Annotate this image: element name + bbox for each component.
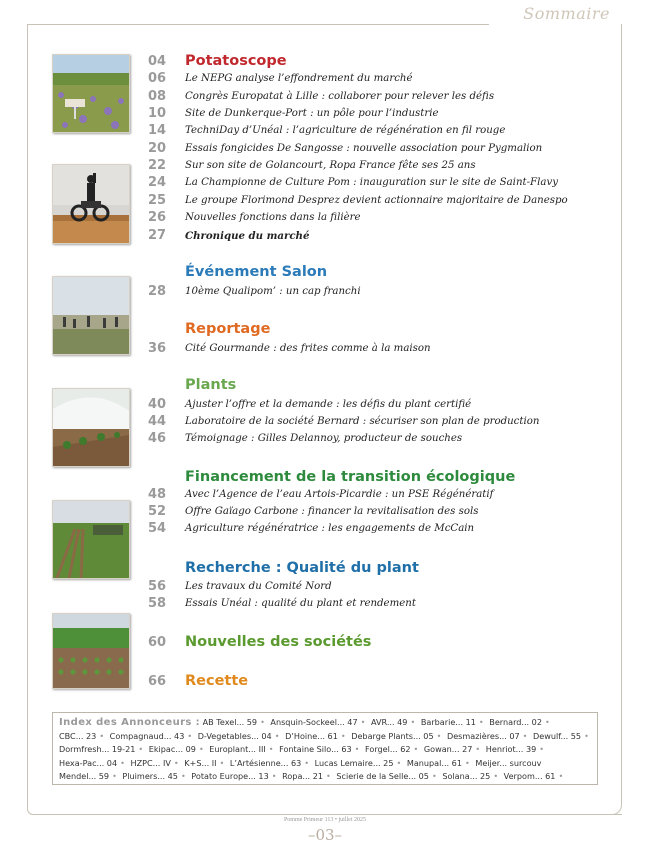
- section-title-reportage: Reportage: [185, 321, 271, 337]
- section-title-recherche: Recherche : Qualité du plant: [185, 560, 419, 576]
- toc-title: Cité Gourmande : des frites comme à la maison: [185, 343, 431, 354]
- index-item: Debarge Plants... 05: [351, 730, 434, 741]
- index-item: Potato Europe... 13: [191, 771, 269, 782]
- toc-title: Sur son site de Golancourt, Ropa France fête ses 25 ans: [185, 160, 476, 171]
- toc-entry[interactable]: [140, 504, 610, 521]
- index-line-3: Hexa-Pac... 04 • HZPC... IV • K+S... II • L’Artésienne... 63 • Lucas Lemaire... 25 • Manupal... 61 • Meijer... surcouv: [59, 757, 542, 768]
- page-number: –03–: [307, 826, 343, 844]
- section-title-nouvelles: Nouvelles des sociétés: [185, 634, 372, 650]
- index-item: Hexa-Pac... 04: [59, 757, 118, 768]
- page-title: Sommaire: [523, 4, 610, 23]
- index-line-1: CBC... 23 • Compagnaud... 43 • D-Vegetables... 04 • D’Hoine... 61 • Debarge Plants... 05 • Desmazières... 07 • Dewulf... 55 •: [59, 730, 589, 741]
- advertiser-index: [52, 712, 598, 785]
- issue-info: Pomme Primeur 113 • juillet 2025: [283, 817, 367, 823]
- toc-title: La Championne de Culture Pom : inauguration sur le site de Saint-Flavy: [185, 177, 558, 188]
- toc-entry[interactable]: [140, 175, 610, 192]
- toc-page: 25: [148, 193, 167, 208]
- section-title-financement: Financement de la transition écologique: [185, 469, 516, 485]
- index-item: Pluimers... 45: [122, 771, 178, 782]
- index-item: Ropa... 21: [282, 771, 323, 782]
- toc-entry[interactable]: [140, 431, 610, 448]
- index-title: Index des Annonceurs :: [59, 717, 201, 728]
- toc-title: Nouvelles fonctions dans la filière: [185, 212, 361, 223]
- section-title-recette: Recette: [185, 673, 249, 689]
- toc-page: 60: [148, 635, 167, 650]
- toc-title: Le groupe Florimond Desprez devient actionnaire majoritaire de Danespo: [185, 195, 568, 206]
- toc-page: 40: [148, 397, 167, 412]
- frame-corner: [601, 780, 622, 815]
- photo-potato-field: [52, 54, 130, 133]
- index-item: HZPC... IV: [130, 757, 171, 768]
- index-item: Scierie de la Selle... 05: [336, 771, 429, 782]
- toc-page: 08: [148, 89, 167, 104]
- toc-entry[interactable]: [140, 414, 610, 431]
- toc-page: 14: [148, 123, 167, 138]
- index-item: Forgel... 62: [365, 744, 411, 755]
- toc-entry[interactable]: [140, 123, 610, 140]
- index-item: Fontaine Silo... 63: [279, 744, 352, 755]
- toc-entry[interactable]: [140, 521, 610, 538]
- toc-page: 27: [148, 228, 167, 243]
- toc-entry[interactable]: [140, 193, 610, 210]
- index-item: Meijer... surcouv: [475, 757, 542, 768]
- toc-page: 66: [148, 674, 167, 689]
- section-title-plants: Plants: [185, 377, 237, 393]
- toc-title: Congrès Europatat à Lille : collaborer pour relever les défis: [185, 91, 495, 102]
- index-line-0: Index des Annonceurs : AB Texel... 59 • Ansquin-Sockeel... 47 • AVR... 49 • Barbarie... 11 • Bernard... 02 •: [59, 717, 550, 728]
- toc-title: Laboratoire de la société Bernard : sécuriser son plan de production: [185, 416, 540, 427]
- toc-page: 24: [148, 175, 167, 190]
- photo-motorbike-stunt: [52, 164, 130, 244]
- section-title-evenement: Événement Salon: [185, 264, 328, 280]
- toc-entry[interactable]: [140, 158, 610, 175]
- index-item: D-Vegetables... 04: [197, 730, 272, 741]
- index-item: Dewulf... 55: [533, 730, 582, 741]
- toc-entry[interactable]: [140, 71, 610, 88]
- toc-title: Agriculture régénératrice : les engagements de McCain: [185, 523, 475, 534]
- index-item: K+S... II: [184, 757, 217, 768]
- toc-entry[interactable]: [140, 141, 610, 158]
- index-item: Gowan... 27: [423, 744, 473, 755]
- toc-page: 54: [148, 521, 167, 536]
- index-line-4: Mendel... 59 • Pluimers... 45 • Potato Europe... 13 • Ropa... 21 • Scierie de la Selle... 05 • Solana... 25 • Verpom... 61 •: [59, 771, 564, 782]
- toc-entry[interactable]: [140, 228, 610, 245]
- toc-entry[interactable]: [140, 341, 610, 358]
- index-item: Ansquin-Sockeel... 47: [270, 717, 358, 727]
- toc-page: 58: [148, 596, 167, 611]
- toc-page: 46: [148, 431, 167, 446]
- toc-entry[interactable]: [140, 284, 610, 301]
- toc-page: 20: [148, 141, 167, 156]
- toc-entry[interactable]: [140, 106, 610, 123]
- toc-entry[interactable]: [140, 54, 610, 71]
- toc-page: 28: [148, 284, 167, 299]
- index-item: Mendel... 59: [59, 771, 110, 782]
- toc-title: TechniDay d’Unéal : l’agriculture de régénération en fil rouge: [185, 125, 506, 136]
- toc-title: Les travaux du Comité Nord: [185, 581, 332, 592]
- section-title-potatoscope: Potatoscope: [185, 53, 287, 69]
- index-item: D’Hoine... 61: [285, 730, 338, 741]
- index-item: Dormfresh... 19-21: [59, 744, 136, 755]
- toc-page: 06: [148, 71, 167, 86]
- toc-entry[interactable]: [140, 89, 610, 106]
- toc-title: Ajuster l’offre et la demande : les défis du plant certifié: [185, 399, 472, 410]
- toc-title: Essais fongicides De Sangosse : nouvelle association pour Pygmalion: [185, 143, 543, 154]
- index-item: Barbarie... 11: [420, 717, 476, 727]
- toc-title: Témoignage : Gilles Delannoy, producteur de souches: [185, 433, 463, 444]
- index-line-2: Dormfresh... 19-21 • Ekipac... 09 • Europlant... III • Fontaine Silo... 63 • Forgel... 62 • Gowan... 27 • Henriot... 39 •: [59, 744, 545, 755]
- toc-page: 22: [148, 158, 167, 173]
- toc-title: Le NEPG analyse l’effondrement du marché: [185, 73, 413, 84]
- index-item: Lucas Lemaire... 25: [314, 757, 394, 768]
- index-item: L’Artésienne... 63: [229, 757, 302, 768]
- toc-title: Chronique du marché: [185, 230, 310, 242]
- frame-right-rule: [621, 24, 622, 799]
- toc-title: Site de Dunkerque-Port : un pôle pour l’industrie: [185, 108, 439, 119]
- photo-field-crops: [52, 500, 130, 579]
- toc-entry[interactable]: [140, 579, 610, 596]
- index-item: Manupal... 61: [406, 757, 462, 768]
- index-item: Henriot... 39: [485, 744, 537, 755]
- toc-page: 36: [148, 341, 167, 356]
- toc-title: Avec l’Agence de l’eau Artois-Picardie : un PSE Régénératif: [185, 489, 494, 500]
- toc-page: 10: [148, 106, 167, 121]
- toc-title: Offre Gaïago Carbone : financer la revitalisation des sols: [185, 506, 479, 517]
- toc-page: 56: [148, 579, 167, 594]
- toc-entry[interactable]: [140, 487, 610, 504]
- index-item: Europlant... III: [209, 744, 266, 755]
- toc-page: 44: [148, 414, 167, 429]
- toc-entry[interactable]: [140, 596, 610, 613]
- index-item: AVR... 49: [370, 717, 408, 727]
- index-item: Compagnaud... 43: [109, 730, 185, 741]
- toc-page: 26: [148, 210, 167, 225]
- index-item: Ekipac... 09: [148, 744, 196, 755]
- photo-plants-tunnel: [52, 388, 130, 467]
- photo-salon-field: [52, 276, 130, 355]
- toc-page: 52: [148, 504, 167, 519]
- index-item: Solana... 25: [442, 771, 491, 782]
- photo-trial-plots: [52, 613, 130, 689]
- toc-page: 04: [148, 54, 167, 69]
- toc-entry[interactable]: [140, 210, 610, 227]
- index-item: Desmazières... 07: [446, 730, 520, 741]
- toc-title: 10ème Qualipom’ : un cap franchi: [185, 286, 361, 297]
- index-item: CBC... 23: [59, 730, 97, 741]
- index-item: Verpom... 61: [503, 771, 556, 782]
- toc-entry[interactable]: [140, 397, 610, 414]
- toc-title: Essais Unéal : qualité du plant et rendement: [185, 598, 416, 609]
- index-item: Bernard... 02: [489, 717, 542, 727]
- toc-page: 48: [148, 487, 167, 502]
- index-item: AB Texel... 59: [202, 717, 258, 727]
